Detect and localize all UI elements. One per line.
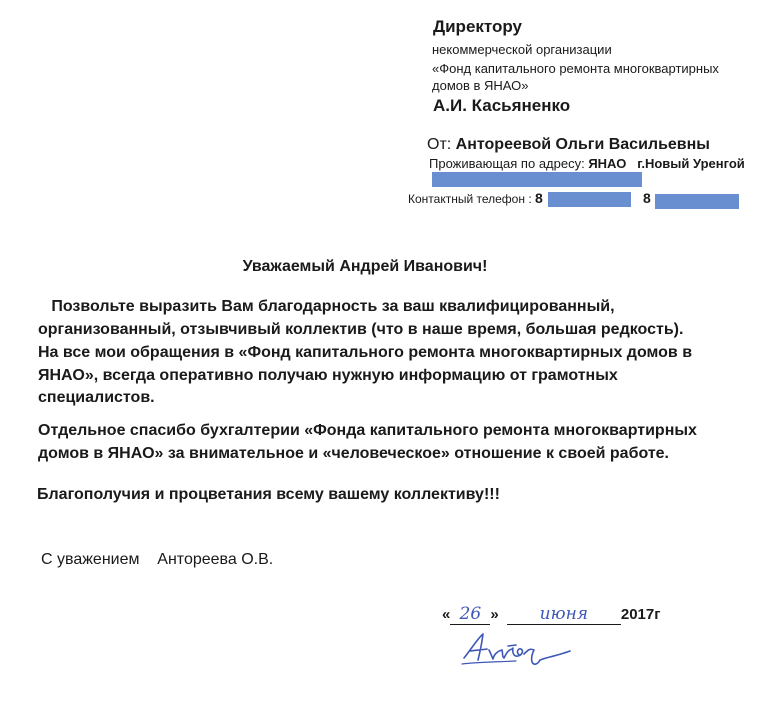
body-line-7: домов в ЯНАО» за внимательное и «человеческое» отношение к своей работе. xyxy=(38,445,669,462)
body-line-1: Позвольте выразить Вам благодарность за ваш квалифицированный, xyxy=(38,298,615,315)
date-open-quote: « xyxy=(442,606,451,623)
address-redaction xyxy=(432,172,642,187)
closing-wish: Благополучия и процветания всему вашему коллективу!!! xyxy=(37,486,500,503)
phone2-prefix: 8 xyxy=(643,190,651,206)
phone-label: Контактный телефон : xyxy=(408,192,532,206)
phone1-redaction xyxy=(548,192,631,207)
sender-line xyxy=(427,136,710,154)
address-region: ЯНАО xyxy=(588,156,627,171)
date-month: июня xyxy=(539,604,589,624)
date-line xyxy=(442,604,660,625)
from-label: От: xyxy=(427,136,452,153)
org-line-3: домов в ЯНАО» xyxy=(432,78,529,93)
address-city: г.Новый Уренгой xyxy=(637,156,745,171)
salutation: Уважаемый Андрей Иванович! xyxy=(242,258,488,275)
addressee-title: Директору xyxy=(433,17,523,36)
date-month-field xyxy=(507,604,621,625)
org-line-2: «Фонд капитального ремонта многоквартирных xyxy=(432,61,719,76)
signer-name: Антореева О.В. xyxy=(157,551,274,568)
body-line-2: организованный, отзывчивый коллектив (что в наше время, большая редкость). xyxy=(38,321,684,338)
address-line xyxy=(429,156,745,171)
body-line-6: Отдельное спасибо бухгалтерии «Фонда капитального ремонта многоквартирных xyxy=(38,422,697,439)
date-close-quote: » xyxy=(490,606,499,623)
body-line-4: ЯНАО», всегда оперативно получаю нужную информацию от грамотных xyxy=(38,367,618,384)
sender-name: Антореевой Ольги Васильевны xyxy=(455,136,710,153)
regards-line xyxy=(41,551,273,569)
phone1-prefix: 8 xyxy=(535,190,543,206)
date-day: 26 xyxy=(459,604,482,624)
body-line-3: На все мои обращения в «Фонд капитального ремонта многоквартирных домов в xyxy=(38,344,693,361)
date-day-field xyxy=(450,604,490,625)
date-year: 2017г xyxy=(620,606,661,623)
recipient-name: А.И. Касьяненко xyxy=(433,96,571,115)
regards-text: С уважением xyxy=(41,551,140,568)
address-label: Проживающая по адресу: xyxy=(429,156,585,171)
handwritten-signature xyxy=(458,624,578,670)
body-line-5: специалистов. xyxy=(38,389,155,406)
org-line-1: некоммерческой организации xyxy=(432,42,612,57)
phone2-redaction xyxy=(655,194,739,209)
phone-line xyxy=(408,190,543,206)
